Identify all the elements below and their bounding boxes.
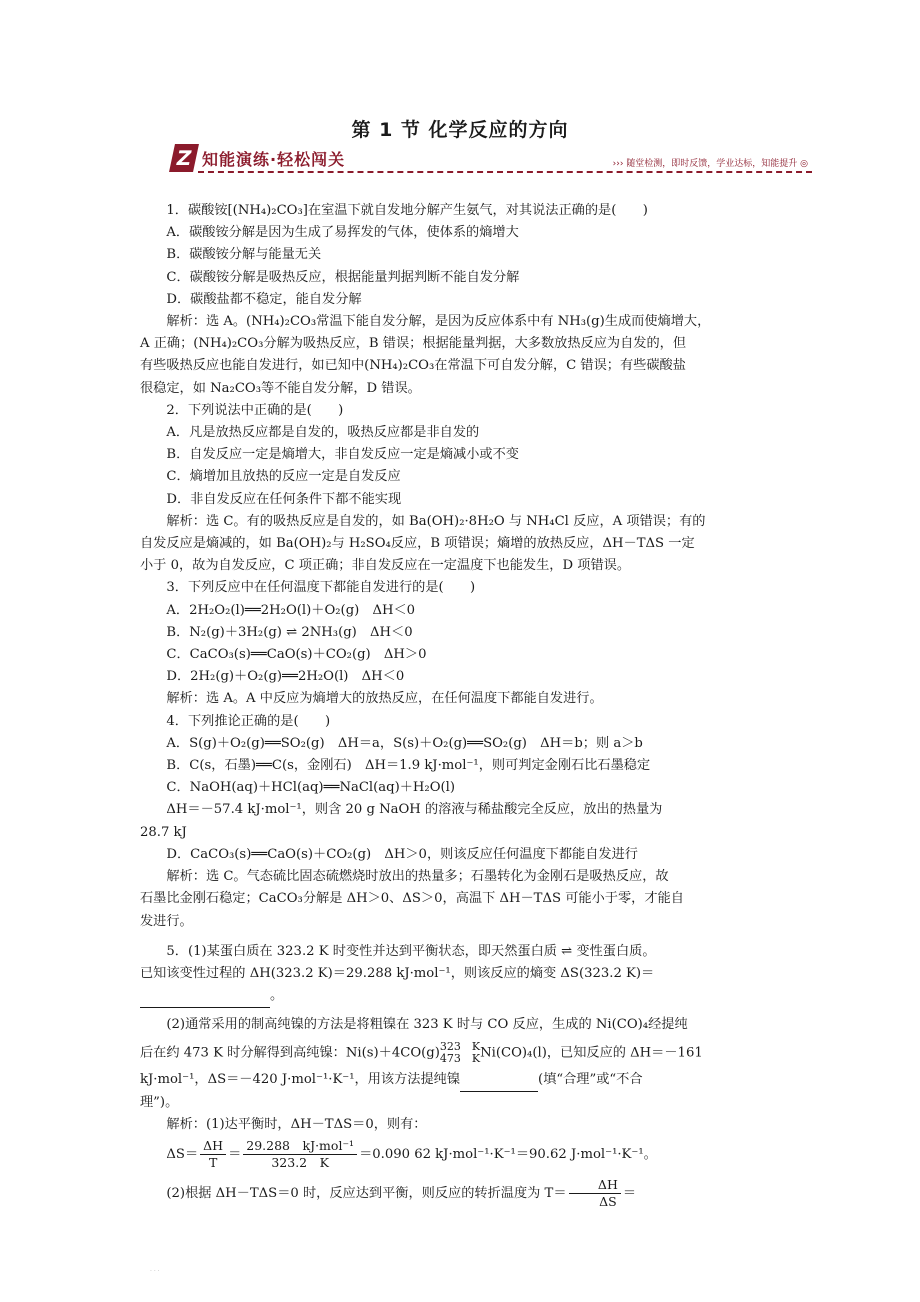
q1-stem: 1．碳酸铵[(NH₄)₂CO₃]在室温下就自发地分解产生氨气，对其说法正确的是( ) (166, 203, 648, 218)
q5-equation (140, 1138, 782, 1171)
q1-option-c: C．碳酸铵分解是吸热反应，根据能量判据判断不能自发分解 (166, 269, 520, 285)
condition-bottom: 473 K (439, 1051, 481, 1065)
q2-analysis: 解析：选 C。有的吸热反应是自发的，如 Ba(OH)₂·8H₂O 与 NH₄Cl 反应，A 项错误；有的 (166, 513, 706, 529)
q2-option-c: C．熵增加且放热的反应一定是自发反应 (166, 469, 401, 485)
q4-option-c: C．NaOH(aq)＋HCl(aq)══NaCl(aq)＋H₂O(l) (166, 780, 456, 796)
q2-analysis-line: 自发反应是熵减的，如 Ba(OH)₂与 H₂SO₄反应，B 项错误；熵增的放热反应，ΔH－TΔS 一定 (140, 536, 695, 552)
equals-sign: ＝ (622, 1186, 637, 1202)
q3-option-a: A．2H₂O₂(l)══2H₂O(l)＋O₂(g) ΔH＜0 (166, 602, 416, 618)
fraction (243, 1138, 357, 1171)
page-title: 第 1 节 化学反应的方向 (351, 119, 569, 141)
q4-analysis: 解析：选 C。气态硫比固态硫燃烧时放出的热量多；石墨转化为金刚石是吸热反应，故 (166, 869, 669, 885)
q4-stem: 4．下列推论正确的是( ) (166, 713, 331, 729)
banner-logo-icon: Z (169, 144, 199, 172)
q5-part2-line: 理”)。 (140, 1094, 179, 1110)
q3-stem: 3．下列反应中在任何温度下都能自发进行的是( ) (166, 580, 476, 596)
q2-analysis-line: 小于 0，故为自发反应，C 项正确；非自发反应在一定温度下也能发生，D 项错误。 (140, 558, 631, 574)
answer-blank (460, 1069, 538, 1092)
q5-part2-hint: (填“合理”或“不合 (538, 1071, 643, 1087)
equation-result: ＝0.090 62 kJ·mol⁻¹·K⁻¹＝90.62 J·mol⁻¹·K⁻¹。 (359, 1147, 657, 1163)
q5-part2-line (140, 1041, 782, 1065)
q5-part2-product: Ni(CO)₄(l)，已知反应的 ΔH＝－161 (480, 1045, 703, 1061)
q4-option-d: D．CaCO₃(s)══CaO(s)＋CO₂(g) ΔH＞0，则该反应任何温度下都能自发进行 (166, 846, 638, 862)
answer-blank (140, 985, 270, 1008)
q5-part2-reaction: 后在约 473 K 时分解得到高纯镍：Ni(s)＋4CO(g) (140, 1045, 440, 1061)
q2-stem: 2．下列说法中正确的是( ) (166, 402, 344, 418)
q1-option-a: A．碳酸铵分解是因为生成了易挥发的气体，使体系的熵增大 (166, 225, 519, 241)
section-banner (172, 143, 812, 175)
q3-option-d: D．2H₂(g)＋O₂(g)══2H₂O(l) ΔH＜0 (166, 669, 405, 685)
fraction (200, 1138, 226, 1171)
q5-analysis: 解析：(1)达平衡时，ΔH－TΔS＝0，则有： (166, 1116, 427, 1132)
q5-part1-line: 已知该变性过程的 ΔH(323.2 K)＝29.288 kJ·mol⁻¹，则该反应的熵变 ΔS(323.2 K)＝ (140, 965, 655, 981)
q3-option-b: B．N₂(g)＋3H₂(g) ⇌ 2NH₃(g) ΔH＜0 (166, 624, 413, 640)
condition-top: 323 K (439, 1039, 481, 1053)
fraction-numerator: 29.288 kJ·mol⁻¹ (243, 1138, 357, 1155)
q5-part2-line (140, 1069, 782, 1092)
equals-sign: ＝ (228, 1147, 242, 1163)
q1-option-d: D．碳酸盐都不稳定，能自发分解 (166, 291, 362, 307)
q4-option-b: B．C(s，石墨)══C(s，金刚石) ΔH＝1.9 kJ·mol⁻¹，则可判定金刚石比石墨稳定 (166, 758, 651, 774)
q5-part1-blank-line (140, 985, 782, 1008)
fraction (569, 1177, 621, 1210)
q4-option-c-line: ΔH＝－57.4 kJ·mol⁻¹，则含 20 g NaOH 的溶液与稀盐酸完全反应，放出的热量为 (166, 802, 663, 818)
q5-analysis-line (140, 1177, 782, 1210)
q5-part2-stem: (2)通常采用的制高纯镍的方法是将粗镍在 323 K 时与 CO 反应，生成的 Ni(CO)₄经提纯 (166, 1017, 688, 1033)
q1-option-b: B．碳酸铵分解与能量无关 (166, 247, 322, 263)
q5-part2-data: kJ·mol⁻¹，ΔS＝－420 J·mol⁻¹·K⁻¹，用该方法提纯镍 (140, 1071, 461, 1087)
q1-analysis-line: A 正确；(NH₄)₂CO₃分解为吸热反应，B 错误；根据能量判据，大多数放热反应为自发的，但 (140, 336, 687, 352)
q4-option-a: A．S(g)＋O₂(g)══SO₂(g) ΔH＝a，S(s)＋O₂(g)══SO₂(g) ΔH＝b；则 a＞b (166, 735, 643, 751)
q2-option-d: D．非自发反应在任何条件下都不能实现 (166, 491, 402, 507)
equation-lhs: ΔS＝ (166, 1147, 199, 1163)
q4-analysis-line: 发进行。 (140, 913, 193, 929)
footer-mark: · · · (150, 1268, 160, 1275)
q3-option-c: C．CaCO₃(s)══CaO(s)＋CO₂(g) ΔH＞0 (166, 647, 427, 663)
q5-analysis-text: (2)根据 ΔH－TΔS＝0 时，反应达到平衡，则反应的转折温度为 T＝ (166, 1186, 567, 1202)
fraction-numerator: ΔH (569, 1177, 621, 1194)
q1-analysis-line: 很稳定，如 Na₂CO₃等不能自发分解，D 错误。 (140, 380, 421, 396)
q3-analysis: 解析：选 A。A 中反应为熵增大的放热反应，在任何温度下都能自发进行。 (166, 691, 603, 707)
q5-part1-end: 。 (270, 988, 284, 1004)
q4-option-c-line: 28.7 kJ (140, 824, 187, 840)
q5-part1-stem: 5．(1)某蛋白质在 323.2 K 时变性并达到平衡状态，即天然蛋白质 ⇌ 变性蛋白质。 (166, 943, 656, 959)
q1-analysis-line: 有些吸热反应也能自发进行，如已知中(NH₄)₂CO₃在常温下可自发分解，C 错误；有些碳酸盐 (140, 358, 686, 374)
banner-name: 知能演练·轻松闯关 (202, 150, 346, 169)
q2-option-b: B．自发反应一定是熵增大，非自发反应一定是熵减小或不变 (166, 447, 519, 463)
banner-divider (198, 171, 812, 173)
fraction-numerator: ΔH (200, 1138, 226, 1155)
q1-analysis: 解析：选 A。(NH₄)₂CO₃常温下能自发分解，是因为反应体系中有 NH₃(g)生成而使熵增大， (166, 314, 711, 330)
banner-tagline: ››› 随堂检测，即时反馈，学业达标，知能提升 ◎ (612, 159, 808, 169)
question-content (140, 200, 782, 1210)
fraction-denominator: ΔS (599, 1194, 617, 1210)
q4-analysis-line: 石墨比金刚石稳定；CaCO₃分解是 ΔH＞0、ΔS＞0，高温下 ΔH－TΔS 可能小于零，才能自 (140, 891, 684, 907)
fraction-denominator: 323.2 K (271, 1155, 329, 1171)
q2-option-a: A．凡是放热反应都是自发的，吸热反应都是非自发的 (166, 425, 480, 441)
fraction-denominator: T (208, 1155, 218, 1171)
reaction-conditions (440, 1041, 480, 1065)
